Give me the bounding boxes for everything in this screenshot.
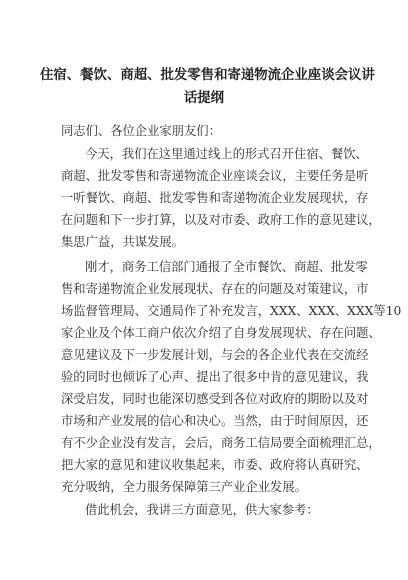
paragraph-3-line-1: 借此机会，我讲三方面意见，供大家参考：: [85, 503, 319, 517]
paragraph-1-line-1: 今天，我们在这里通过线上的形式召开住宿、餐饮、: [85, 147, 368, 161]
paragraph-2-line-7: 深受启发，同时也能深切感受到各位对政府的期盼以及对: [61, 392, 369, 406]
paragraph-2-line-10: 把大家的意见和建议收集起来，市委、政府将认真研究、: [61, 458, 369, 472]
salutation: 同志们、各位企业家朋友们：: [61, 124, 221, 138]
paragraph-1-line-2: 商超、批发零售和寄递物流企业座谈会议，主要任务是听: [61, 169, 369, 183]
paragraph-2-line-4: 家企业及个体工商户依次介绍了自身发展现状、存在问题、: [61, 326, 381, 340]
paragraph-2-line-6: 验的同时也倾诉了心声、提出了很多中肯的意见建议，我: [61, 370, 369, 384]
paragraph-2-line-1: 刚才，商务工信部门通报了全市餐饮、商超、批发零: [85, 260, 368, 274]
paragraph-2-line-9: 有不少企业没有发言，会后，商务工信局要全面梳理汇总，: [61, 436, 381, 450]
paragraph-2-line-3: 场监督管理局、交通局作了补充发言，XXX、XXX、XXX等10: [61, 304, 402, 318]
document-title-line-1: 住宿、餐饮、商超、批发零售和寄递物流企业座谈会议讲: [40, 68, 375, 83]
paragraph-1-line-5: 集思广益，共谋发展。: [61, 235, 184, 249]
paragraph-2-line-5: 意见建议及下一步发展计划，与会的各企业代表在交流经: [61, 348, 369, 362]
document-title-line-2: 话提纲: [183, 91, 225, 106]
paragraph-1-line-3: 一听餐饮、商超、批发零售和寄递物流企业发展现状，存: [61, 191, 369, 205]
paragraph-1-line-4: 在问题和下一步打算，以及对市委、政府工作的意见建议，: [61, 213, 381, 227]
paragraph-2-line-11: 充分吸纳，全力服务保障第三产业企业发展。: [61, 480, 307, 494]
paragraph-2-line-8: 市场和产业发展的信心和决心。当然，由于时间原因，还: [61, 414, 369, 428]
paragraph-2-line-2: 售和寄递物流企业发展现状、存在的问题及对策建议，市: [61, 282, 369, 296]
